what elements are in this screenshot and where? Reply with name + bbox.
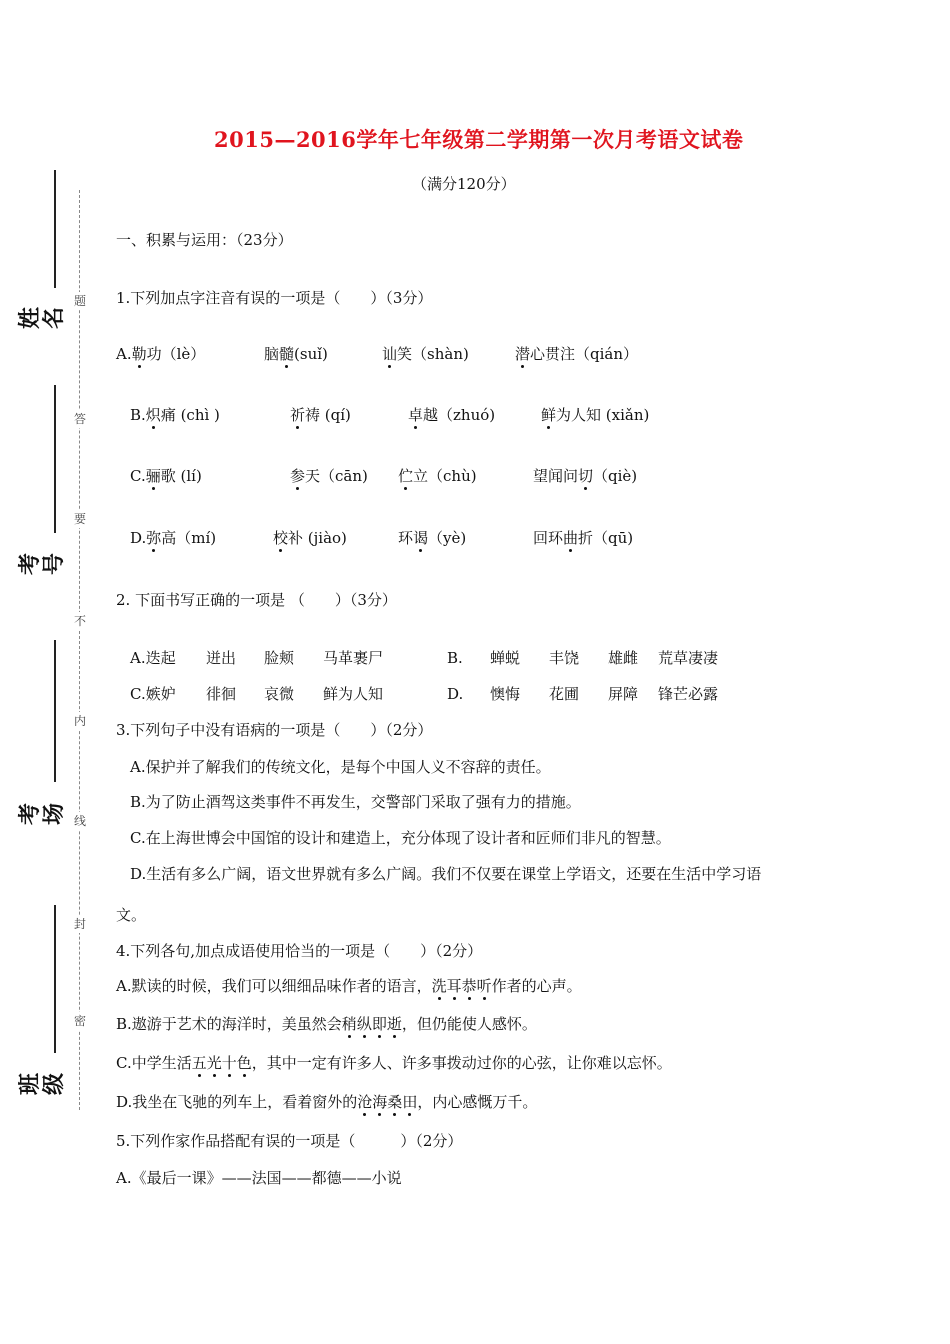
- exam-room-label-text: 考场: [18, 803, 67, 826]
- full-score-note: （满分120分）: [412, 175, 516, 193]
- class-label: [19, 1069, 67, 1099]
- question-3-stem: 3.下列句子中没有语病的一项是（ ）（2分）: [116, 721, 433, 739]
- word-cell: 荒草凄凄: [658, 649, 719, 667]
- seal-char: 封: [73, 917, 86, 931]
- word-cell: 蝉蜕: [490, 649, 521, 667]
- option-cell: 伫立（chù): [398, 467, 477, 485]
- exam-room-label: [19, 799, 67, 829]
- page-title: 2015—2016学年七年级第二学期第一次月考语文试卷: [214, 127, 744, 152]
- word-cell: 徘徊: [206, 685, 237, 703]
- seal-char: 内: [73, 714, 86, 728]
- option-cell: 卓越（zhuó): [408, 406, 496, 424]
- word-cell: A.迭起: [130, 649, 176, 667]
- word-cell: 懊悔: [490, 685, 521, 703]
- question-4-option-a[interactable]: A.默读的时候，我们可以细细品味作者的语言，洗耳恭听作者的心声。: [116, 977, 582, 995]
- seal-char: 线: [73, 814, 86, 828]
- question-3-option-d[interactable]: D.生活有多么广阔，语文世界就有多么广阔。我们不仅要在课堂上学语文，还要在生活中学习语: [130, 865, 762, 883]
- option-cell: 潜心贯注（qián）: [515, 345, 639, 363]
- word-cell: B.: [447, 649, 463, 667]
- question-5-option-a[interactable]: A.《最后一课》——法国——都德——小说: [116, 1169, 402, 1187]
- option-cell: D.弥高（mí): [130, 529, 217, 547]
- name-label: [19, 303, 67, 333]
- question-2-stem: 2. 下面书写正确的一项是 （ ）（3分）: [116, 591, 397, 609]
- seal-char: 要: [73, 512, 86, 526]
- seal-char: 答: [73, 412, 86, 426]
- word-cell: 锋芒必露: [658, 685, 719, 703]
- option-cell: C.骊歌 (lí): [130, 467, 202, 485]
- question-3-option-b[interactable]: B.为了防止酒驾这类事件不再发生，交警部门采取了强有力的措施。: [130, 793, 581, 811]
- seal-dashed-line: [79, 190, 80, 1110]
- class-blank-line[interactable]: [54, 905, 56, 1053]
- word-cell: 丰饶: [549, 649, 580, 667]
- option-cell: 讪笑（shàn): [382, 345, 469, 363]
- option-cell: 鲜为人知 (xiǎn): [541, 406, 650, 424]
- question-4-option-d[interactable]: D.我坐在飞驰的列车上，看着窗外的沧海桑田，内心感慨万千。: [116, 1093, 538, 1111]
- option-cell: 环谒（yè): [398, 529, 467, 547]
- option-cell: 望闻问切（qiè): [533, 467, 638, 485]
- word-cell: 脸颊: [264, 649, 295, 667]
- name-blank-line[interactable]: [54, 170, 56, 288]
- question-4-option-c[interactable]: C.中学生活五光十色，其中一定有许多人、许多事拨动过你的心弦，让你难以忘怀。: [116, 1054, 672, 1072]
- word-cell: C.嫉妒: [130, 685, 176, 703]
- word-cell: 马革裹尸: [323, 649, 384, 667]
- word-cell: 迸出: [206, 649, 237, 667]
- seal-char: 不: [73, 614, 86, 628]
- section-heading: 一、积累与运用：（23分）: [116, 231, 293, 249]
- question-5-stem: 5.下列作家作品搭配有误的一项是（ ）（2分）: [116, 1132, 463, 1150]
- word-cell: D.: [447, 685, 464, 703]
- word-cell: 雄雌: [608, 649, 639, 667]
- word-cell: 鲜为人知: [323, 685, 384, 703]
- exam-number-blank-line[interactable]: [54, 385, 56, 533]
- seal-char: 题: [73, 294, 86, 308]
- question-1-stem: 1.下列加点字注音有误的一项是（ ）（3分）: [116, 289, 433, 307]
- word-cell: 屏障: [608, 685, 639, 703]
- name-label-text: 姓名: [18, 307, 67, 330]
- word-cell: 哀微: [264, 685, 295, 703]
- exam-room-blank-line[interactable]: [54, 640, 56, 782]
- exam-number-label-text: 考号: [18, 553, 67, 576]
- option-cell: B.炽痛 (chì ): [130, 406, 220, 424]
- exam-number-label: [19, 549, 67, 579]
- option-cell: A.勒功（lè）: [116, 345, 206, 363]
- question-4-stem: 4.下列各句,加点成语使用恰当的一项是（ ）（2分）: [116, 942, 483, 960]
- question-4-option-b[interactable]: B.遨游于艺术的海洋时，美虽然会稍纵即逝，但仍能使人感怀。: [116, 1015, 537, 1033]
- seal-char: 密: [73, 1014, 86, 1028]
- question-3-option-d-continued: 文。: [116, 906, 147, 924]
- question-3-option-c[interactable]: C.在上海世博会中国馆的设计和建造上，充分体现了设计者和匠师们非凡的智慧。: [130, 829, 671, 847]
- class-label-text: 班级: [18, 1073, 67, 1096]
- option-cell: 回环曲折（qū): [533, 529, 634, 547]
- option-cell: 参天（cān): [290, 467, 368, 485]
- option-cell: 脑髓(suǐ): [264, 345, 328, 363]
- option-cell: 祈祷 (qí): [290, 406, 351, 424]
- word-cell: 花圃: [549, 685, 580, 703]
- question-3-option-a[interactable]: A.保护并了解我们的传统文化，是每个中国人义不容辞的责任。: [130, 758, 551, 776]
- option-cell: 校补 (jiào): [273, 529, 347, 547]
